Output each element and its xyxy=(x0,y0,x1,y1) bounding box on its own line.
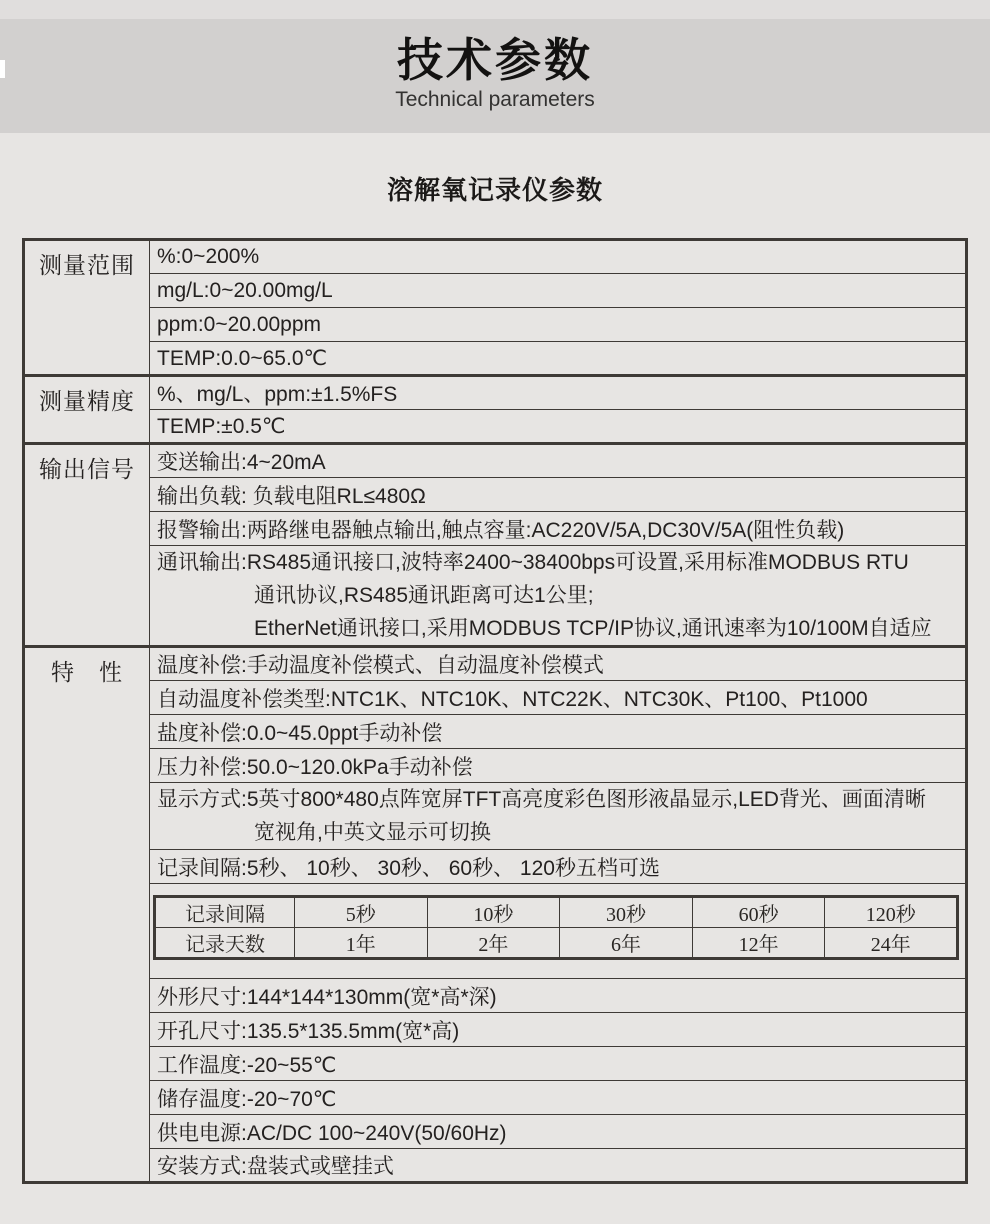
page-subtitle: Technical parameters xyxy=(395,88,595,112)
group-label-features: 特 性 xyxy=(24,647,150,1183)
spec-value: %:0~200% xyxy=(150,240,967,274)
spec-value: 供电电源:AC/DC 100~240V(50/60Hz) xyxy=(150,1115,967,1149)
spec-value: 盐度补偿:0.0~45.0ppt手动补偿 xyxy=(150,715,967,749)
spec-table xyxy=(22,238,968,1184)
spec-value: 工作温度:-20~55℃ xyxy=(150,1047,967,1081)
record-cell: 6年 xyxy=(560,928,693,959)
table-row xyxy=(24,1013,967,1047)
record-cell: 30秒 xyxy=(560,897,693,928)
spec-value-line: 通讯协议,RS485通讯距离可达1公里; xyxy=(254,584,594,607)
record-cell: 12年 xyxy=(692,928,825,959)
spec-value: 输出负载: 负载电阻RL≤480Ω xyxy=(150,478,967,512)
record-cell: 记录天数 xyxy=(155,928,295,959)
left-edge-notch xyxy=(0,60,5,78)
group-label-measure-accuracy: 测量精度 xyxy=(24,376,150,444)
table-row xyxy=(24,1115,967,1149)
table-row xyxy=(24,647,967,681)
record-cell: 记录间隔 xyxy=(155,897,295,928)
record-cell: 60秒 xyxy=(692,897,825,928)
table-row xyxy=(24,274,967,308)
table-row xyxy=(24,546,967,647)
spec-value: 安装方式:盘装式或壁挂式 xyxy=(150,1149,967,1183)
spec-value-line: 宽视角,中英文显示可切换 xyxy=(254,821,491,844)
spec-value: 储存温度:-20~70℃ xyxy=(150,1081,967,1115)
table-row xyxy=(24,376,967,410)
table-row xyxy=(24,308,967,342)
table-row xyxy=(24,979,967,1013)
table-row xyxy=(24,240,967,274)
record-days-row xyxy=(155,928,958,959)
spec-value: 温度补偿:手动温度补偿模式、自动温度补偿模式 xyxy=(150,647,967,681)
spec-value: 变送输出:4~20mA xyxy=(150,444,967,478)
table-row xyxy=(24,1047,967,1081)
table-row xyxy=(24,715,967,749)
record-cell: 120秒 xyxy=(825,897,958,928)
record-cell: 2年 xyxy=(427,928,560,959)
spec-value: 报警输出:两路继电器触点输出,触点容量:AC220V/5A,DC30V/5A(阻性负载) xyxy=(150,512,967,546)
spec-value-line: EtherNet通讯接口,采用MODBUS TCP/IP协议,通讯速率为10/100M自适应 xyxy=(254,617,932,640)
table-row xyxy=(24,410,967,444)
table-row xyxy=(24,850,967,884)
spec-value: %、mg/L、ppm:±1.5%FS xyxy=(150,376,967,410)
table-row xyxy=(24,1081,967,1115)
table-row xyxy=(24,681,967,715)
record-table-cell xyxy=(150,884,967,979)
spec-value: mg/L:0~20.00mg/L xyxy=(150,274,967,308)
spec-value-line: 显示方式:5英寸800*480点阵宽屏TFT高亮度彩色图形液晶显示,LED背光、画面清晰 xyxy=(157,788,926,811)
spec-value: TEMP:0.0~65.0℃ xyxy=(150,342,967,376)
record-interval-table xyxy=(153,895,959,960)
spec-value: 记录间隔:5秒、 10秒、 30秒、 60秒、 120秒五档可选 xyxy=(150,850,967,884)
table-row xyxy=(24,884,967,979)
record-cell: 10秒 xyxy=(427,897,560,928)
page-title: 技术参数 xyxy=(397,34,593,86)
spec-value: 压力补偿:50.0~120.0kPa手动补偿 xyxy=(150,749,967,783)
group-label-output-signal: 输出信号 xyxy=(24,444,150,647)
table-row xyxy=(24,749,967,783)
spec-value-multiline xyxy=(150,783,967,850)
header-band xyxy=(0,19,990,133)
spec-value-multiline xyxy=(150,546,967,647)
table-row xyxy=(24,1149,967,1183)
table-row xyxy=(24,783,967,850)
record-cell: 24年 xyxy=(825,928,958,959)
table-row xyxy=(24,342,967,376)
spec-value: 开孔尺寸:135.5*135.5mm(宽*高) xyxy=(150,1013,967,1047)
spec-value: 自动温度补偿类型:NTC1K、NTC10K、NTC22K、NTC30K、Pt100、Pt1000 xyxy=(150,681,967,715)
group-label-measure-range: 测量范围 xyxy=(24,240,150,376)
table-row xyxy=(24,512,967,546)
record-interval-row xyxy=(155,897,958,928)
spec-value-line: 通讯输出:RS485通讯接口,波特率2400~38400bps可设置,采用标准MODBUS RTU xyxy=(157,551,909,574)
spec-value: 外形尺寸:144*144*130mm(宽*高*深) xyxy=(150,979,967,1013)
table-row xyxy=(24,444,967,478)
top-strip xyxy=(0,0,990,19)
spec-value: TEMP:±0.5℃ xyxy=(150,410,967,444)
spec-value: ppm:0~20.00ppm xyxy=(150,308,967,342)
table-row xyxy=(24,478,967,512)
record-cell: 1年 xyxy=(295,928,428,959)
section-title: 溶解氧记录仪参数 xyxy=(386,175,603,205)
record-cell: 5秒 xyxy=(295,897,428,928)
